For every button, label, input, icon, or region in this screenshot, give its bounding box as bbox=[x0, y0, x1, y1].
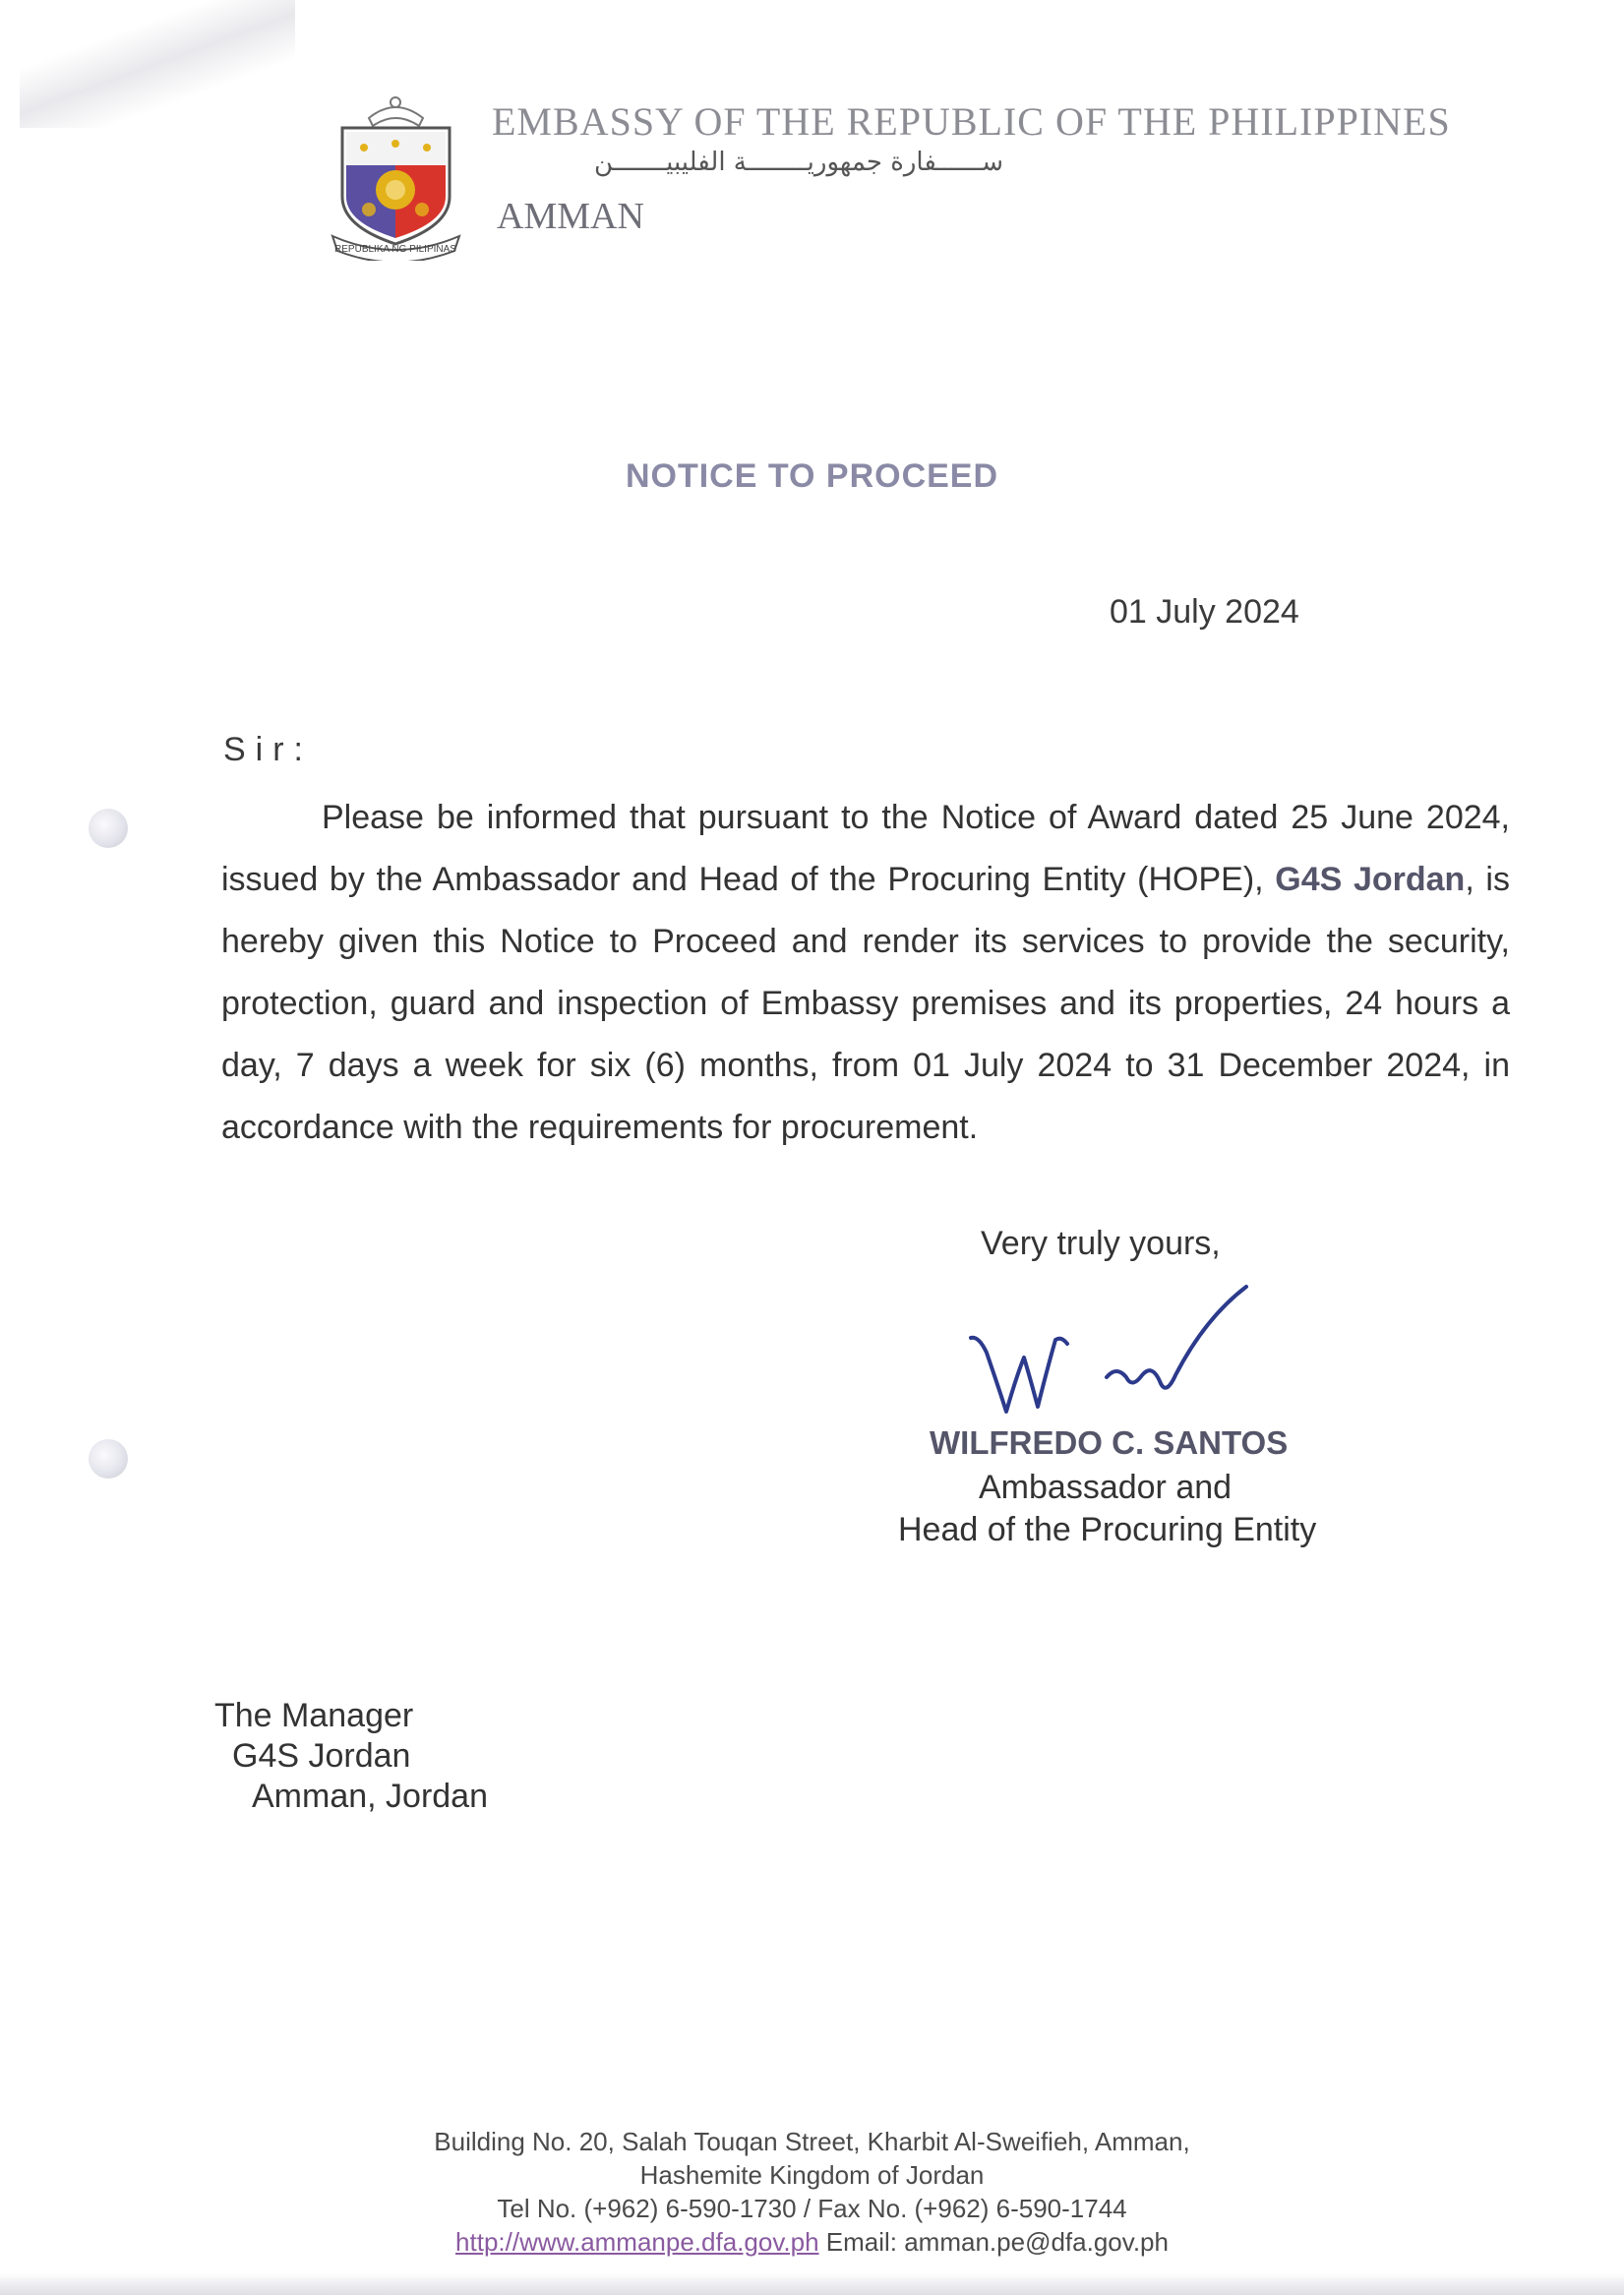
footer-email: Email: amman.pe@dfa.gov.ph bbox=[825, 2227, 1169, 2257]
signer-name: WILFREDO C. SANTOS bbox=[930, 1424, 1289, 1461]
salutation: Sir: bbox=[223, 731, 313, 768]
footer-address-line2: Hashemite Kingdom of Jordan bbox=[639, 2160, 985, 2190]
signer-title-line2: Head of the Procuring Entity bbox=[898, 1511, 1317, 1548]
punch-hole bbox=[89, 1439, 128, 1479]
body-text-part2: , is hereby given this Notice to Proceed and render its services to provide the security, protection, guard and inspection of Embassy premises and its properties, 24 hours a day, 7 days a week for six (6) months, from 01 July 2024 to 31 December 2024, in accordance with the requirements for procurement. bbox=[221, 861, 1510, 1146]
punch-hole bbox=[89, 809, 128, 848]
seal-scroll-text: REPUBLIKA NG PILIPINAS bbox=[334, 244, 456, 255]
scan-bottom-shadow bbox=[0, 2273, 1624, 2295]
embassy-name: EMBASSY OF THE REPUBLIC OF THE PHILIPPINES bbox=[492, 99, 1451, 144]
document-title: NOTICE TO PROCEED bbox=[625, 457, 999, 495]
document-date: 01 July 2024 bbox=[1110, 593, 1299, 631]
embassy-city: AMMAN bbox=[497, 196, 644, 237]
footer bbox=[0, 2125, 1624, 2259]
body-paragraph bbox=[221, 787, 1510, 1159]
signer-title-line1: Ambassador and bbox=[979, 1469, 1233, 1506]
addressee-line2: G4S Jordan bbox=[232, 1737, 411, 1775]
addressee-line1: The Manager bbox=[214, 1697, 414, 1734]
footer-phone-fax: Tel No. (+962) 6-590-1730 / Fax No. (+962) 6-590-1744 bbox=[497, 2194, 1127, 2223]
philippine-seal bbox=[325, 89, 467, 261]
closing-phrase: Very truly yours, bbox=[981, 1225, 1221, 1262]
footer-website-link[interactable]: http://www.ammanpe.dfa.gov.ph bbox=[455, 2227, 819, 2257]
company-name-bold: G4S Jordan bbox=[1275, 861, 1466, 898]
footer-address-line1: Building No. 20, Salah Touqan Street, Kharbit Al-Sweifieh, Amman, bbox=[434, 2127, 1190, 2156]
scan-streak bbox=[20, 0, 295, 128]
footer-contact-line bbox=[0, 2225, 1624, 2259]
addressee-line3: Amman, Jordan bbox=[252, 1778, 488, 1815]
embassy-name-arabic: ســــــفارة جمهوريــــــــة الفليبيـــــــن bbox=[593, 148, 1003, 177]
handwritten-signature bbox=[959, 1279, 1293, 1426]
body-text-part1: Please be informed that pursuant to the Notice of Award dated 25 June 2024, issued by the Ambassador and Head of the Procuring Entity (HOPE), bbox=[221, 799, 1510, 898]
